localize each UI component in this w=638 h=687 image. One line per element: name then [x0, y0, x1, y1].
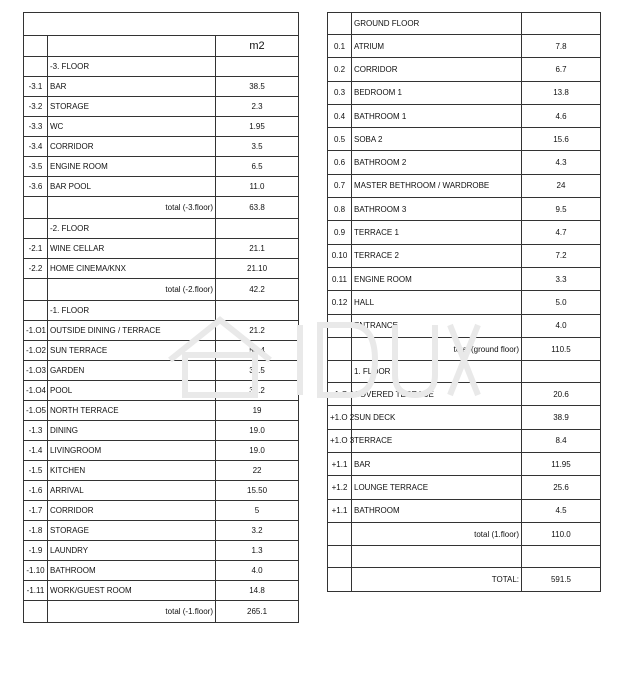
section-row	[24, 57, 299, 77]
room-code: -3.1	[24, 77, 48, 97]
total-label: total (-3.floor)	[48, 197, 216, 219]
room-area: 1.95	[216, 117, 299, 137]
room-area: 4.0	[522, 314, 601, 337]
table-row	[328, 453, 601, 476]
total-row	[328, 522, 601, 545]
room-area: 25.6	[522, 476, 601, 499]
right-area-table	[327, 12, 601, 592]
table-row	[328, 104, 601, 127]
room-code: -1.4	[24, 441, 48, 461]
room-code: -1.10	[24, 561, 48, 581]
room-code: 0.8	[328, 198, 352, 221]
room-area: 38.5	[216, 77, 299, 97]
table-row	[328, 314, 601, 337]
table-row	[24, 137, 299, 157]
room-area: 3.3	[522, 267, 601, 290]
room-name: BATHROOM 2	[352, 151, 522, 174]
room-code: +1.1	[328, 453, 352, 476]
table-row	[328, 476, 601, 499]
section-label: -1. FLOOR	[48, 301, 216, 321]
table-row	[24, 177, 299, 197]
table-row	[24, 321, 299, 341]
section-row	[24, 301, 299, 321]
table-row	[328, 198, 601, 221]
room-area: 19.0	[216, 441, 299, 461]
section-label: -3. FLOOR	[48, 57, 216, 77]
room-name: OUTSIDE DINING / TERRACE	[48, 321, 216, 341]
room-code: +1.O 1	[328, 383, 352, 406]
table-row	[328, 429, 601, 452]
room-area: 21.2	[216, 321, 299, 341]
room-area: 38.9	[522, 406, 601, 429]
room-area: 8.4	[522, 429, 601, 452]
room-code: 0.2	[328, 58, 352, 81]
room-name: CORRIDOR	[48, 137, 216, 157]
table-row	[24, 117, 299, 137]
room-name: BATHROOM	[352, 499, 522, 522]
room-code: +1.O 2	[328, 406, 352, 429]
room-area: 13.8	[522, 81, 601, 104]
room-name: BATHROOM 1	[352, 104, 522, 127]
room-code: -3.4	[24, 137, 48, 157]
table-row	[328, 383, 601, 406]
room-code: -3.5	[24, 157, 48, 177]
room-code: -2.2	[24, 259, 48, 279]
room-code: 0.4	[328, 104, 352, 127]
room-area: 31.2	[216, 381, 299, 401]
total-value: 265.1	[216, 601, 299, 623]
room-area: 22	[216, 461, 299, 481]
table-row	[328, 244, 601, 267]
room-area: 3.5	[216, 137, 299, 157]
room-code: -1.8	[24, 521, 48, 541]
table-row	[24, 259, 299, 279]
room-name: CORRIDOR	[48, 501, 216, 521]
room-area: 19	[216, 401, 299, 421]
room-name: BAR	[48, 77, 216, 97]
room-area: 30.5	[216, 361, 299, 381]
table-row	[24, 441, 299, 461]
table-row	[328, 221, 601, 244]
room-area: 1.3	[216, 541, 299, 561]
room-area: 11.0	[216, 177, 299, 197]
section-row	[328, 361, 601, 383]
room-code: -1.O1	[24, 321, 48, 341]
room-code: 0.12	[328, 291, 352, 314]
total-row	[24, 601, 299, 623]
total-row	[24, 279, 299, 301]
room-name: ARRIVAL	[48, 481, 216, 501]
total-row	[328, 337, 601, 360]
table-row	[24, 341, 299, 361]
unit-header: m2	[216, 36, 299, 57]
room-name: MASTER BETHROOM / WARDROBE	[352, 174, 522, 197]
room-name: TERRACE 1	[352, 221, 522, 244]
table-row	[328, 499, 601, 522]
total-row	[24, 197, 299, 219]
total-label: total (1.floor)	[352, 522, 522, 545]
room-code: -3.2	[24, 97, 48, 117]
total-label: total (-1.floor)	[48, 601, 216, 623]
room-code: +1.O 3	[328, 429, 352, 452]
room-name: CORRIDOR	[352, 58, 522, 81]
table-row	[328, 151, 601, 174]
room-code: -1.O4	[24, 381, 48, 401]
section-row	[328, 13, 601, 35]
room-name: SOBA 2	[352, 128, 522, 151]
room-name: WORK/GUEST ROOM	[48, 581, 216, 601]
room-area: 21.1	[216, 239, 299, 259]
room-area: 4.7	[522, 221, 601, 244]
room-name: BEDROOM 1	[352, 81, 522, 104]
room-area: 15.6	[522, 128, 601, 151]
room-name: WC	[48, 117, 216, 137]
room-name: TERRACE 2	[352, 244, 522, 267]
table-row	[24, 521, 299, 541]
room-name: DINING	[48, 421, 216, 441]
table-row	[24, 561, 299, 581]
room-code: -1.O5	[24, 401, 48, 421]
room-name: HALL	[352, 291, 522, 314]
room-area: 6.7	[522, 58, 601, 81]
table-row	[24, 381, 299, 401]
section-label: -2. FLOOR	[48, 219, 216, 239]
room-area: 5.0	[522, 291, 601, 314]
table-row	[328, 406, 601, 429]
table-row	[24, 239, 299, 259]
room-code: +1.1	[328, 499, 352, 522]
room-name: BAR POOL	[48, 177, 216, 197]
room-name: HOME CINEMA/KNX	[48, 259, 216, 279]
room-name: LAUNDRY	[48, 541, 216, 561]
room-name: NORTH TERRACE	[48, 401, 216, 421]
total-label: total (-2.floor)	[48, 279, 216, 301]
table-row	[328, 35, 601, 58]
table-header-row	[24, 36, 299, 57]
total-value: 63.8	[216, 197, 299, 219]
room-name: ENTRANCE	[352, 314, 522, 337]
room-code: -1.O3	[24, 361, 48, 381]
room-name: ATRIUM	[352, 35, 522, 58]
room-code: -1.6	[24, 481, 48, 501]
room-area: 4.5	[522, 499, 601, 522]
room-code: 0.1	[328, 35, 352, 58]
room-area: 9.5	[522, 198, 601, 221]
table-row	[24, 361, 299, 381]
section-label: 1. FLOOR	[352, 361, 522, 383]
room-area: 11.95	[522, 453, 601, 476]
section-row	[24, 219, 299, 239]
room-code: 0.3	[328, 81, 352, 104]
total-value: 110.5	[522, 337, 601, 360]
room-name: KITCHEN	[48, 461, 216, 481]
room-code: -1.9	[24, 541, 48, 561]
room-code: +1.2	[328, 476, 352, 499]
room-area: 21.10	[216, 259, 299, 279]
room-code: -3.6	[24, 177, 48, 197]
room-code: 0.13	[328, 314, 352, 337]
room-code: 0.7	[328, 174, 352, 197]
room-area: 6.5	[216, 157, 299, 177]
table-row	[328, 267, 601, 290]
table-row	[24, 501, 299, 521]
table-row	[24, 481, 299, 501]
room-code: 0.9	[328, 221, 352, 244]
total-value: 591.5	[522, 568, 601, 591]
total-label: total (ground floor)	[352, 337, 522, 360]
room-name: BATHROOM	[48, 561, 216, 581]
room-area: 15.50	[216, 481, 299, 501]
room-code: -1.7	[24, 501, 48, 521]
room-name: STORAGE	[48, 521, 216, 541]
room-name: COVERED TERRACE	[352, 383, 522, 406]
room-code: -1.5	[24, 461, 48, 481]
left-area-table	[23, 12, 299, 623]
table-row	[24, 541, 299, 561]
room-area: 4.3	[522, 151, 601, 174]
table-row	[328, 174, 601, 197]
room-name: ENGINE ROOM	[48, 157, 216, 177]
room-name: TERRACE	[352, 429, 522, 452]
section-label: GROUND FLOOR	[352, 13, 522, 35]
room-name: SUN TERRACE	[48, 341, 216, 361]
room-name: BATHROOM 3	[352, 198, 522, 221]
table-row	[328, 128, 601, 151]
total-label: TOTAL:	[352, 568, 522, 591]
blank-row	[328, 546, 601, 568]
table-row	[328, 291, 601, 314]
room-name: POOL	[48, 381, 216, 401]
room-area: 20.6	[522, 383, 601, 406]
table-row	[24, 401, 299, 421]
room-name: BAR	[352, 453, 522, 476]
total-row	[328, 568, 601, 591]
room-name: LOUNGE TERRACE	[352, 476, 522, 499]
room-area: 4.0	[216, 561, 299, 581]
room-area: 7.2	[522, 244, 601, 267]
room-area: 19.0	[216, 421, 299, 441]
room-code: 0.10	[328, 244, 352, 267]
table-row	[24, 157, 299, 177]
total-value: 110.0	[522, 522, 601, 545]
table-row	[24, 461, 299, 481]
room-area: 7.8	[522, 35, 601, 58]
room-name: SUN DECK	[352, 406, 522, 429]
room-area: 3.2	[216, 521, 299, 541]
table-row	[328, 81, 601, 104]
room-area: 14.8	[216, 581, 299, 601]
room-name: GARDEN	[48, 361, 216, 381]
room-code: -2.1	[24, 239, 48, 259]
room-name: ENGINE ROOM	[352, 267, 522, 290]
room-code: 0.5	[328, 128, 352, 151]
room-code: -1.O2	[24, 341, 48, 361]
room-code: 0.11	[328, 267, 352, 290]
room-name: WINE CELLAR	[48, 239, 216, 259]
room-area: 2.3	[216, 97, 299, 117]
room-name: LIVINGROOM	[48, 441, 216, 461]
room-code: -3.3	[24, 117, 48, 137]
room-code: 0.6	[328, 151, 352, 174]
room-name: STORAGE	[48, 97, 216, 117]
table-row	[24, 421, 299, 441]
room-area: 5	[216, 501, 299, 521]
table-title-row	[24, 13, 299, 36]
room-area: 4.6	[522, 104, 601, 127]
room-area: 59.4	[216, 341, 299, 361]
table-row	[24, 97, 299, 117]
table-row	[24, 77, 299, 97]
room-area: 24	[522, 174, 601, 197]
table-row	[328, 58, 601, 81]
room-code: -1.3	[24, 421, 48, 441]
total-value: 42.2	[216, 279, 299, 301]
table-row	[24, 581, 299, 601]
room-code: -1.11	[24, 581, 48, 601]
